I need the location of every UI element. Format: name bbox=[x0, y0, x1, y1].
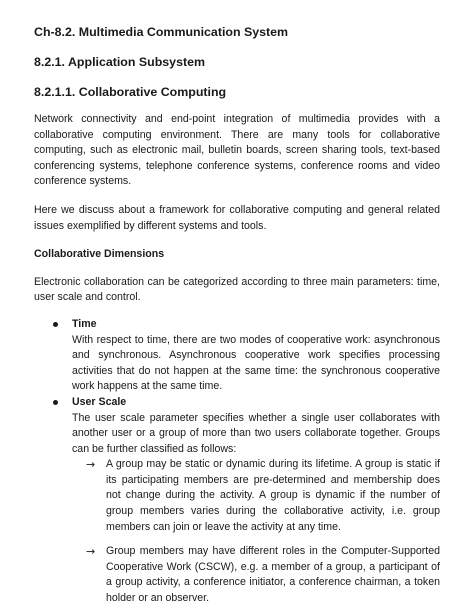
list-item-time bbox=[34, 317, 440, 395]
chapter-heading: Ch-8.2. Multimedia Communication System bbox=[34, 25, 289, 39]
list-item-title: Time bbox=[72, 317, 97, 330]
bullet-icon bbox=[53, 400, 58, 405]
list-item-title: User Scale bbox=[72, 395, 127, 408]
sub-list-item bbox=[86, 544, 440, 606]
subsection-heading: 8.2.1.1. Collaborative Computing bbox=[34, 85, 227, 99]
bullet-icon bbox=[53, 322, 58, 327]
framework-paragraph: Here we discuss about a framework for collaborative computing and general related issues exemplified by different systems and tools. bbox=[34, 203, 440, 232]
list-item-text: The user scale parameter specifies whether a single user collaborates with another user or a group of more than two users collaborate together. Groups can be further classified as follows: bbox=[72, 411, 440, 455]
sub-list-item-text: A group may be static or dynamic during its lifetime. A group is static if its participating members are pre-determined and membership does not change during the activity. A group is dynamic if the number of group members varies during the collaborative activity, i.e. group members can join or leave the activity at any time. bbox=[106, 458, 440, 533]
collaborative-dimensions-intro: Electronic collaboration can be categorized according to three main parameters: time, user scale and control. bbox=[34, 275, 440, 304]
list-item-text: With respect to time, there are two modes of cooperative work: asynchronous and synchronous. Asynchronous cooperative work specifies processing activities that do not happen at the same time: the synchronous cooperative work happens at the same time. bbox=[72, 333, 440, 393]
section-heading: 8.2.1. Application Subsystem bbox=[34, 55, 205, 69]
group-classification-list bbox=[72, 457, 440, 606]
list-item-user-scale bbox=[34, 395, 440, 607]
arrow-right-icon: → bbox=[86, 545, 96, 559]
collaborative-dimensions-heading: Collaborative Dimensions bbox=[34, 248, 165, 261]
sub-list-item-text: Group members may have different roles in the Computer-Supported Cooperative Work (CSCW), e.g. a member of a group, a participant of a group activity, a conference initiator, a conference chairman, a token holder or an observer. bbox=[106, 545, 440, 605]
intro-paragraph: Network connectivity and end-point integration of multimedia provides with a collaborative computing environment. There are many tools for collaborative computing, such as electronic mail, bulletin boards, screen sharing tools, text-based conferencing systems, telephone conference systems, conference rooms and video conference systems. bbox=[34, 113, 440, 188]
document-page bbox=[34, 22, 440, 607]
arrow-right-icon: → bbox=[86, 458, 96, 472]
dimensions-list bbox=[34, 317, 440, 607]
sub-list-item bbox=[86, 457, 440, 535]
